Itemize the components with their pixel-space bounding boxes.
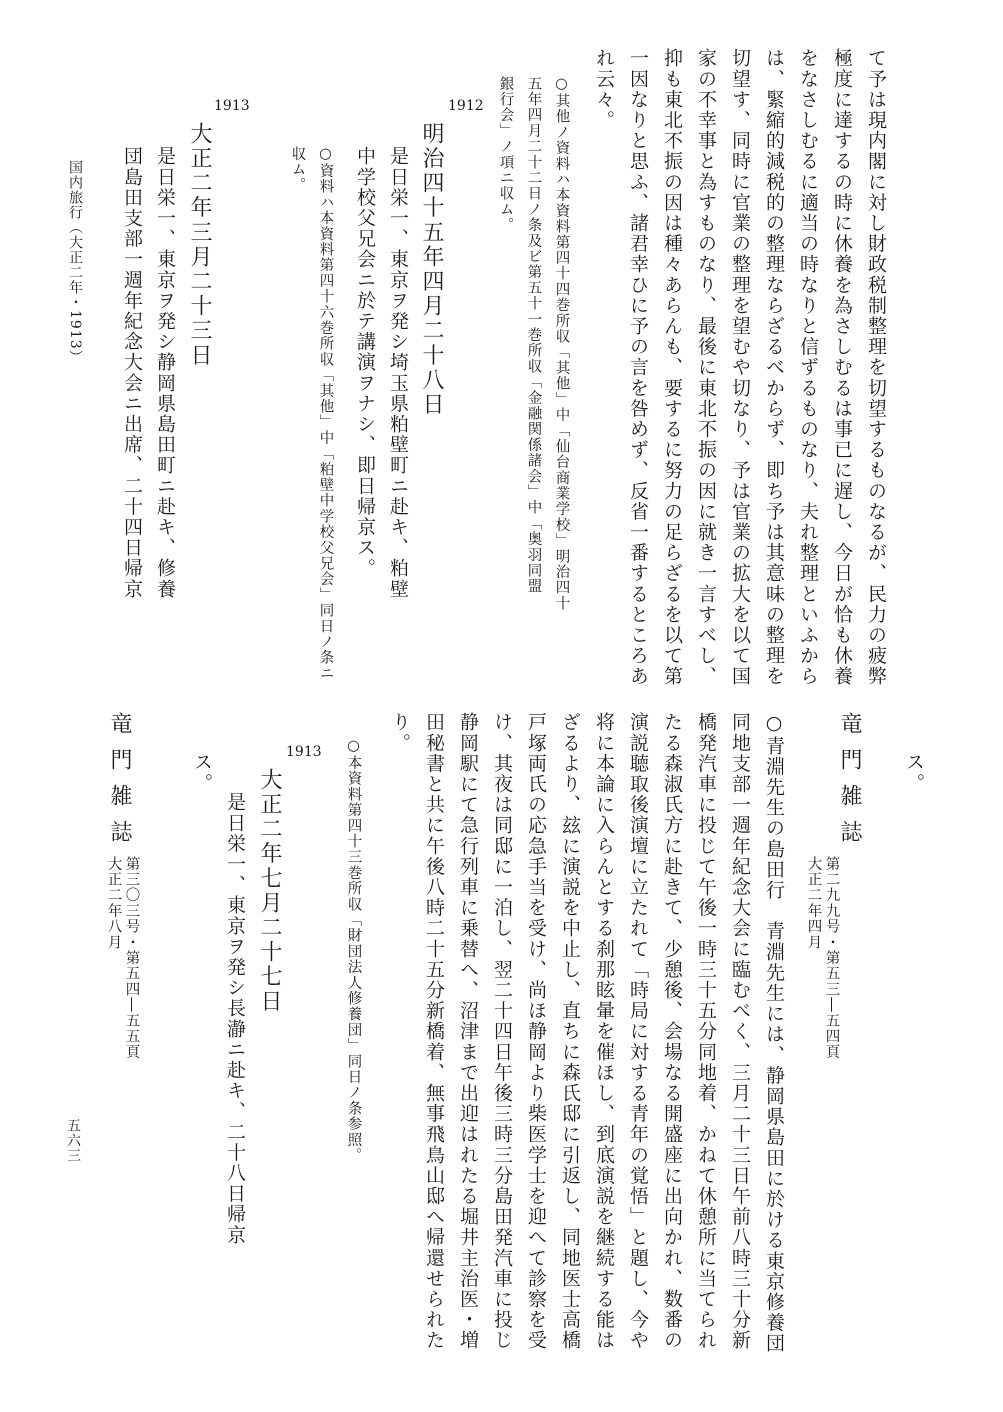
speech-line: 抑も東北不振の因は種々あらんも、要するに努力の足らざるを以て第 <box>661 48 683 687</box>
entry-date: 大正二年七月二十七日 <box>257 768 282 1014</box>
article-line: ○青淵先生の島田行 青淵先生には、静岡県島田に於ける東京修養団 <box>763 712 785 1354</box>
speech-line: 家の不幸事と為すものなり、最後に東北不振の因に就き一言すべし、 <box>695 48 717 687</box>
running-head: 国内旅行（大正二年・1913） <box>67 160 83 365</box>
source-title: 竜門雑誌 <box>837 712 862 856</box>
article-line: 田秘書と共に午後八時二十五分新橋着、無事飛鳥山邸へ帰還せられた <box>423 712 445 1351</box>
page-number: 五六三 <box>65 1118 81 1163</box>
note-line: ○資料ハ本資料第四十六巻所収「其他」中「粕壁中学校父兄会」同日ノ条ニ <box>317 146 334 682</box>
entry-line: 中学校父兄会ニ於テ講演ヲナシ、即日帰京ス。 <box>354 146 376 579</box>
note-line: ○其他ノ資料ハ本資料第四十四巻所収「其他」中「仙台商業学校」明治四十 <box>553 76 570 612</box>
speech-line: 切望す、同時に官業の整理を望むや切なり、予は官業の拡大を以て国 <box>729 48 751 687</box>
speech-line: 極度に達するの時に休養を為さしむるは事已に遅し、今日が恰も休養 <box>831 48 853 687</box>
article-line: け、其夜は同邸に一泊し、翌二十四日午後三時三分島田発汽車に投じ <box>491 712 513 1351</box>
entry-line: 団島田支部一週年紀念大会ニ出席、二十四日帰京 <box>121 146 143 600</box>
speech-line: て予は現内閣に対し財政税制整理を切望するものなるが、民力の疲弊 <box>865 48 887 687</box>
article-line: り。 <box>389 712 411 754</box>
entry-line: ス。 <box>191 752 213 794</box>
note-line: 銀行会」ノ項ニ収ム。 <box>497 76 514 233</box>
speech-line: れ云々。 <box>593 48 615 131</box>
article-line: ざるより、玆に演説を中止し、直ちに森氏邸に引返し、同地医士高橋 <box>559 712 581 1351</box>
entry-date: 明治四十五年四月二十八日 <box>419 122 444 418</box>
entry-line: 是日栄一、東京ヲ発シ長瀞ニ赴キ、二十八日帰京 <box>224 792 246 1246</box>
note-line: 五年四月二十二日ノ条及ビ第五十一巻所収「金融関係諸会」中「奥羽同盟 <box>525 76 542 595</box>
article-line: 演説聴取後演壇に立たれて「時局に対する青年の覚悟」と題し、今や <box>627 712 649 1351</box>
article-line: 橋発汽車に投じて午後一時三十五分同地着、かねて休憩所に当てられ <box>695 712 717 1351</box>
continuation-text: ス。 <box>903 752 925 794</box>
entry-line: 是日栄一、東京ヲ発シ静岡県島田町ニ赴キ、修養 <box>154 146 176 600</box>
entry-date: 大正二年三月二十三日 <box>187 122 212 368</box>
source-note: ○本資料第四十三巻所収「財団法人修養団」同日ノ条参照。 <box>345 738 362 1164</box>
source-date: 大正二年八月 <box>105 856 122 951</box>
speech-line: 一因なりと思ふ、諸君幸ひに予の言を咎めず、反省一番するところあ <box>627 48 649 687</box>
article-line: 将に本論に入らんとする刹那眩暈を催ほし、到底演説を継続する能は <box>593 712 615 1351</box>
source-issue: 第二九九号・第五三―五四頁 <box>823 856 840 1061</box>
article-line: 戸塚両氏の応急手当を受け、尚ほ静岡より柴医学士を迎へて診察を受 <box>525 712 547 1351</box>
speech-line: をなさしむるに適当の時なりと信ずるものなり、夫れ整理といふから <box>797 48 819 687</box>
entry-line: 是日栄一、東京ヲ発シ埼玉県粕壁町ニ赴キ、粕壁 <box>387 146 409 600</box>
speech-line: は、緊縮的減税的の整理ならざるべからず、即ち予は其意味の整理を <box>763 48 785 687</box>
source-title: 竜門雑誌 <box>107 712 132 856</box>
source-issue: 第三〇三号・第五四―五五頁 <box>123 856 140 1061</box>
article-line: 静岡駅にて急行列車に乗替へ、沼津まで出迎はれたる堀井主治医・増 <box>457 712 479 1351</box>
article-line: たる森淑氏方に赴きて、少憩後、会場なる開盛座に出向かれ、数番の <box>661 712 683 1351</box>
year-marker: 1913 <box>214 98 250 114</box>
note-line: 収ム。 <box>289 146 306 194</box>
article-line: 同地支部一週年紀念大会に臨むべく、三月二十三日午前八時三十分新 <box>729 712 751 1351</box>
source-date: 大正二年四月 <box>805 856 822 951</box>
year-marker: 1912 <box>448 98 484 114</box>
year-marker: 1913 <box>286 744 322 760</box>
